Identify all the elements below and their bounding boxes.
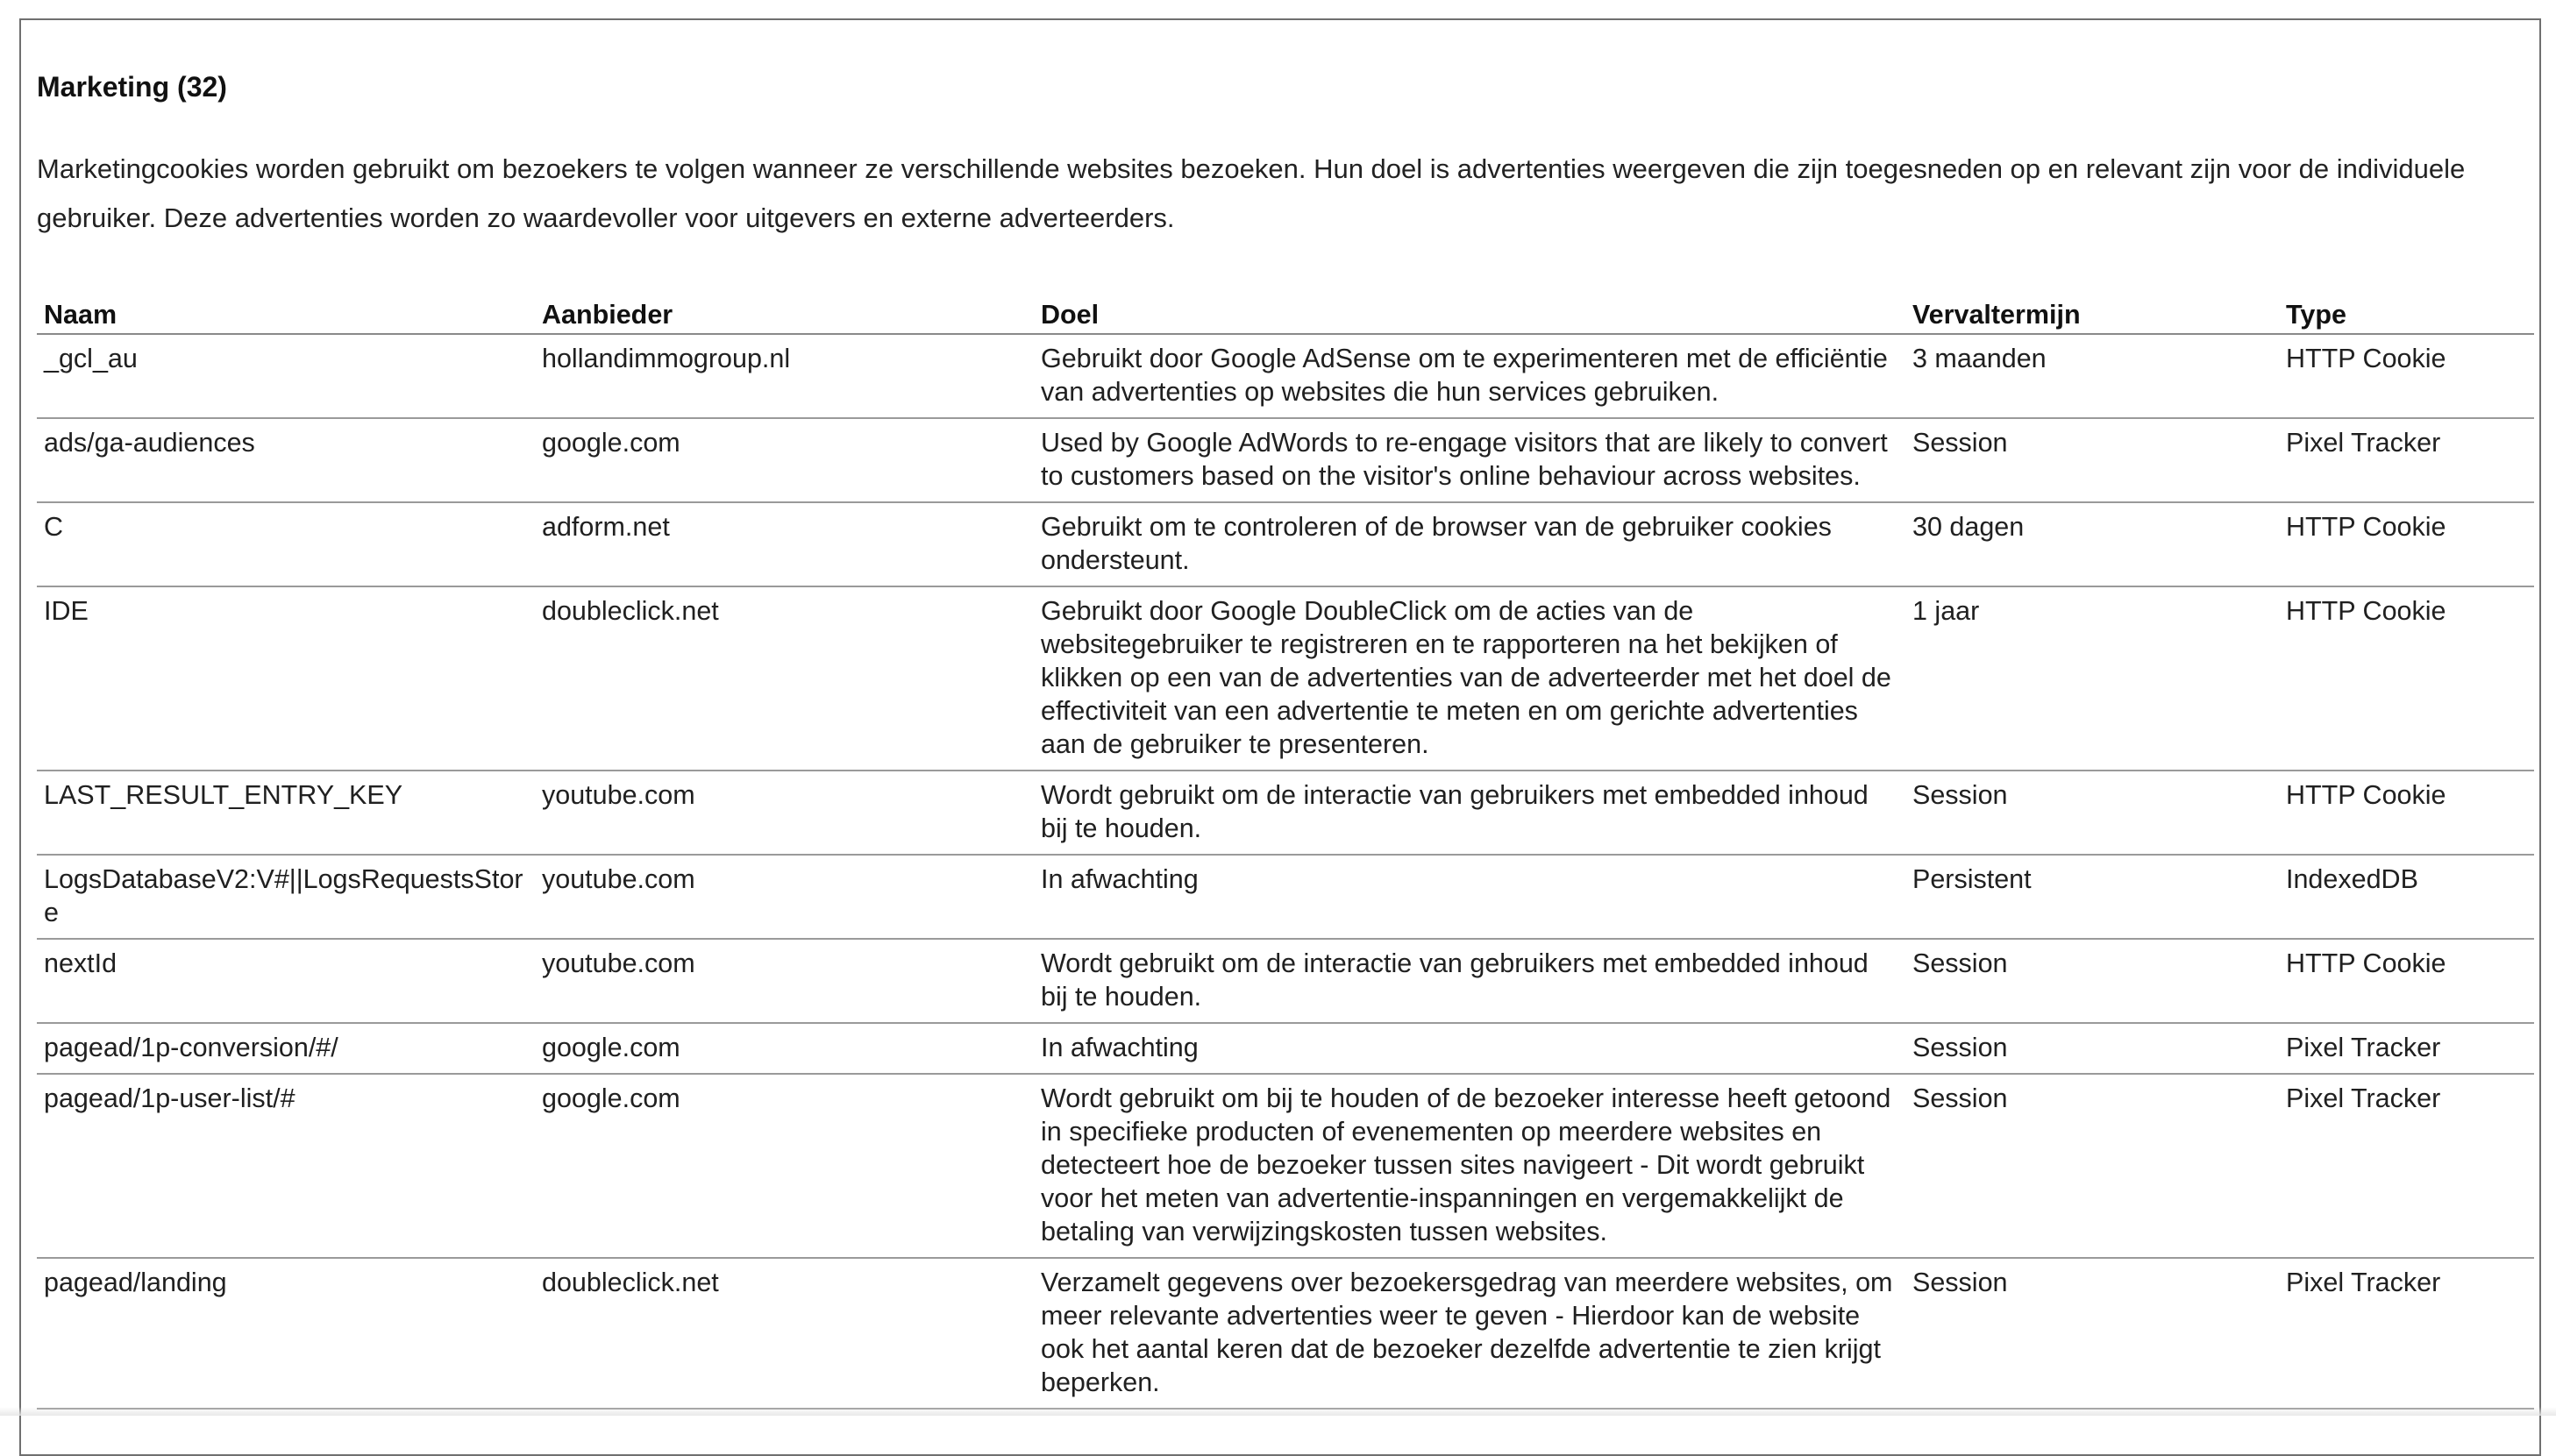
cookie-purpose: Wordt gebruikt om bij te houden of de bezoeker interesse heeft getoond in specifieke producten of evenementen op meerdere websites en detecteert hoe de bezoeker tussen sites navigeert - Dit wordt gebruikt voor het meten van advertentie-inspanningen en vergemakkelijkt de betaling van verwijzingskosten tussen websites. [1034,1074,1905,1258]
cookie-expiry: 1 jaar [1905,586,2279,771]
cookie-name: ads/ga-audiences [37,418,535,502]
scroll-fade-edge [0,1407,2556,1416]
cookie-purpose: In afwachting [1034,855,1905,939]
cookie-provider: google.com [535,418,1034,502]
cookie-name: pagead/1p-user-list/# [37,1074,535,1258]
cookie-provider: google.com [535,1023,1034,1074]
table-row [37,502,2534,586]
cookie-purpose: Gebruikt door Google AdSense om te experimenteren met de efficiëntie van advertenties op websites die hun services gebruiken. [1034,334,1905,418]
cookie-purpose: Wordt gebruikt om de interactie van gebruikers met embedded inhoud bij te houden. [1034,939,1905,1023]
cookie-expiry: Session [1905,1023,2279,1074]
cookie-type: Pixel Tracker [2279,1258,2534,1409]
cookie-expiry: Session [1905,1074,2279,1258]
cookie-name: IDE [37,586,535,771]
table-header-row [37,286,2534,334]
cookie-expiry: 30 dagen [1905,502,2279,586]
cookie-name: nextId [37,939,535,1023]
cookie-purpose: Verzamelt gegevens over bezoekersgedrag van meerdere websites, om meer relevante advertenties weer te geven - Hierdoor kan de website ook het aantal keren dat de bezoeker dezelfde advertentie te zien krijgt beperken. [1034,1258,1905,1409]
cookie-provider: doubleclick.net [535,1258,1034,1409]
cookie-expiry: Persistent [1905,855,2279,939]
cookie-purpose: Wordt gebruikt om de interactie van gebruikers met embedded inhoud bij te houden. [1034,771,1905,855]
cookie-provider: adform.net [535,502,1034,586]
cookie-provider: youtube.com [535,855,1034,939]
cookie-name: pagead/1p-conversion/#/ [37,1023,535,1074]
table-row [37,855,2534,939]
table-row [37,334,2534,418]
cookie-name: LAST_RESULT_ENTRY_KEY [37,771,535,855]
cookie-purpose: In afwachting [1034,1023,1905,1074]
cookie-provider: hollandimmogroup.nl [535,334,1034,418]
table-row [37,1074,2534,1258]
cookie-provider: youtube.com [535,939,1034,1023]
cookie-details-panel [19,18,2541,1456]
section-title: Marketing (32) [37,71,227,103]
table-row [37,771,2534,855]
cookie-name: _gcl_au [37,334,535,418]
column-header-purpose: Doel [1034,286,1905,334]
table-row [37,586,2534,771]
cookie-type: HTTP Cookie [2279,334,2534,418]
cookie-expiry: Session [1905,939,2279,1023]
cookie-purpose: Gebruikt om te controleren of de browser van de gebruiker cookies ondersteunt. [1034,502,1905,586]
column-header-provider: Aanbieder [535,286,1034,334]
cookie-expiry: 3 maanden [1905,334,2279,418]
cookie-purpose: Gebruikt door Google DoubleClick om de acties van de websitegebruiker te registreren en te rapporteren na het bekijken of klikken op een van de advertenties van de adverteerder met het doel de effectiviteit van een advertentie te meten en om gerichte advertenties aan de gebruiker te presenteren. [1034,586,1905,771]
cookie-type: Pixel Tracker [2279,418,2534,502]
cookie-type: IndexedDB [2279,855,2534,939]
cookie-name: C [37,502,535,586]
cookie-provider: doubleclick.net [535,586,1034,771]
cookie-expiry: Session [1905,1258,2279,1409]
table-row [37,1258,2534,1409]
cookie-table [37,286,2534,1410]
cookie-type: HTTP Cookie [2279,502,2534,586]
table-row [37,939,2534,1023]
table-row [37,1023,2534,1074]
cookie-provider: youtube.com [535,771,1034,855]
cookie-type: HTTP Cookie [2279,939,2534,1023]
cookie-expiry: Session [1905,418,2279,502]
cookie-name: pagead/landing [37,1258,535,1409]
cookie-name: LogsDatabaseV2:V#||LogsRequestsStore [37,855,535,939]
table-row [37,418,2534,502]
cookie-expiry: Session [1905,771,2279,855]
cookie-type: HTTP Cookie [2279,586,2534,771]
column-header-expiry: Vervaltermijn [1905,286,2279,334]
cookie-type: Pixel Tracker [2279,1074,2534,1258]
cookie-type: HTTP Cookie [2279,771,2534,855]
cookie-provider: google.com [535,1074,1034,1258]
cookie-purpose: Used by Google AdWords to re-engage visitors that are likely to convert to customers based on the visitor's online behaviour across websites. [1034,418,1905,502]
cookie-type: Pixel Tracker [2279,1023,2534,1074]
column-header-type: Type [2279,286,2534,334]
column-header-name: Naam [37,286,535,334]
section-description: Marketingcookies worden gebruikt om bezoekers te volgen wanneer ze verschillende websites bezoeken. Hun doel is advertenties weergeven die zijn toegesneden op en relevant zijn voor de individuele gebruiker. Deze advertenties worden zo waardevoller voor uitgevers en externe adverteerders. [37,153,2466,233]
